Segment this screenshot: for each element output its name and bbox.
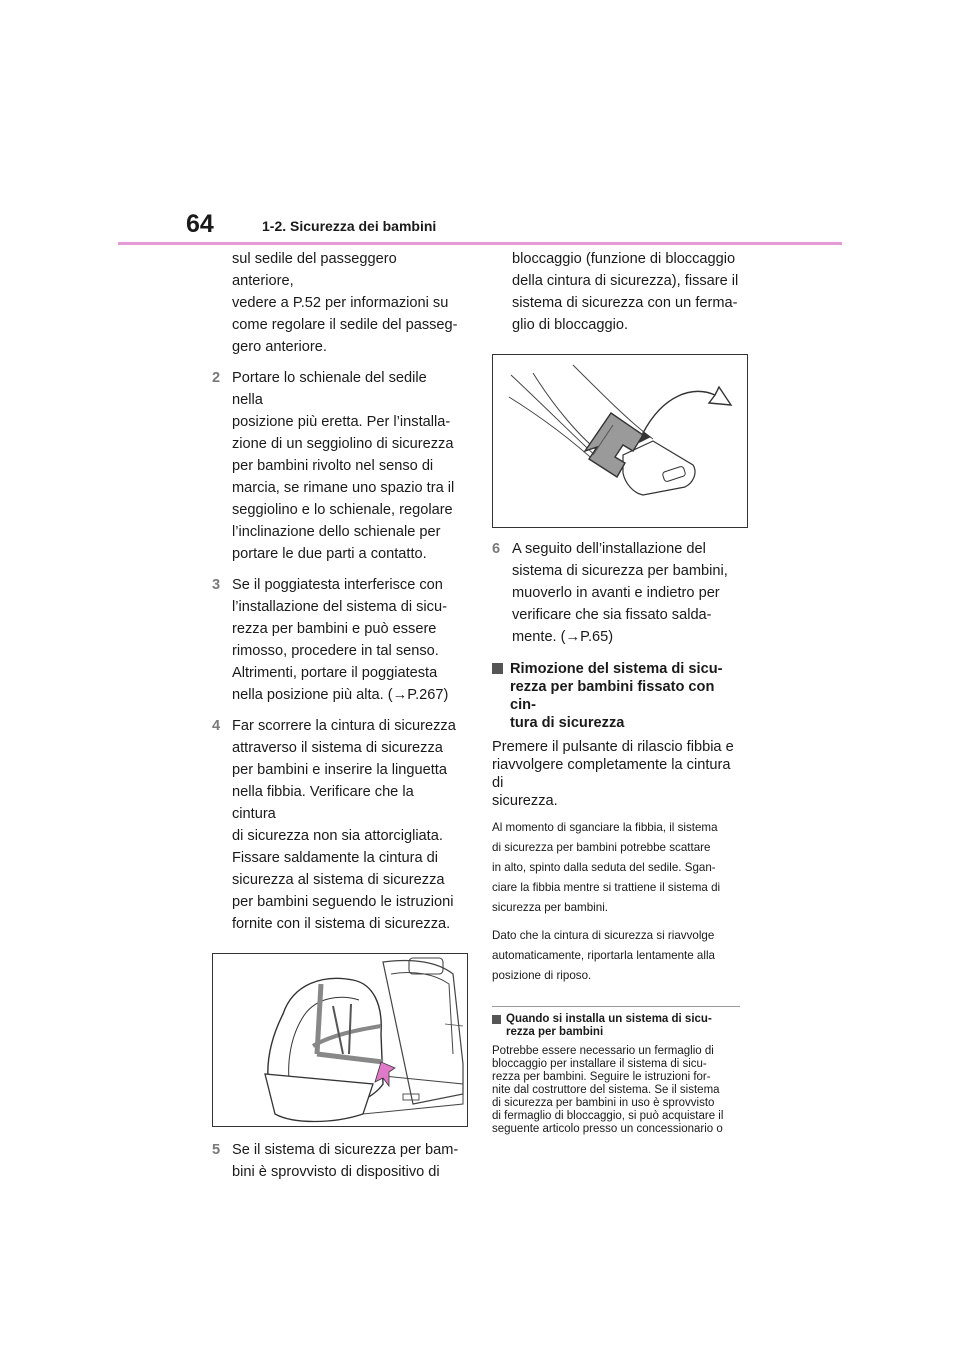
text-line: per bambini rivolto nel senso di (232, 458, 434, 474)
right-column (492, 248, 740, 1136)
text-line: sul sedile del passeggero anteriore, (232, 251, 397, 289)
text-line: glio di bloccaggio. (512, 317, 629, 333)
text-line: sicurezza al sistema di sicurezza (232, 872, 445, 888)
text-line: automaticamente, riportarla lentamente alla (492, 949, 715, 962)
locking-clip-figure (492, 354, 748, 528)
text-line: verificare che sia fissato salda- (512, 607, 712, 623)
locking-clip-illustration (493, 355, 747, 527)
removal-heading (492, 660, 740, 732)
heading-line: Rimozione del sistema di sicu- (510, 661, 723, 677)
step-number: 3 (212, 577, 221, 593)
text-line: attraverso il sistema di sicurezza (232, 740, 443, 756)
heading-line: rezza per bambini fissato con cin- (510, 679, 715, 713)
text-line: gero anteriore. (232, 339, 327, 355)
text-line: bloccaggio per installare il sistema di sicu- (492, 1058, 707, 1070)
text-line: l’installazione del sistema di sicu- (232, 599, 447, 615)
divider (492, 1006, 740, 1007)
text-line: vedere a P.52 per informazioni su (232, 295, 449, 311)
step-6 (492, 538, 740, 648)
text-line: Se il sistema di sicurezza per bam- (232, 1142, 459, 1158)
text-line: Se il poggiatesta interferisce con (232, 577, 443, 593)
continued-paragraph (492, 248, 740, 336)
text-line: sicurezza per bambini. (492, 901, 608, 914)
step-number: 4 (212, 718, 221, 734)
note-paragraph-1 (492, 818, 740, 918)
section-marker-icon (492, 663, 503, 674)
text-line: come regolare il sedile del passeg- (232, 317, 458, 333)
text-line: di fermaglio di bloccaggio, si può acquistare il (492, 1110, 724, 1122)
left-column (212, 248, 460, 1183)
section-title: 1-2. Sicurezza dei bambini (262, 218, 437, 234)
removal-body (492, 738, 740, 810)
text-line: muoverlo in avanti e indietro per (512, 585, 720, 601)
text-line: posizione più eretta. Per l’installa- (232, 414, 451, 430)
text-line: per bambini e inserire la linguetta (232, 762, 447, 778)
text-line: seguente articolo presso un concessionario o (492, 1123, 723, 1135)
text-line: sistema di sicurezza con un ferma- (512, 295, 738, 311)
child-seat-illustration (213, 954, 467, 1126)
text-line: seggiolino e lo schienale, regolare (232, 502, 453, 518)
text-line: bini è sprovvisto di dispositivo di (232, 1164, 440, 1180)
text-line: Premere il pulsante di rilascio fibbia e (492, 739, 734, 755)
text-line: in alto, spinto dalla seduta del sedile. Sgan- (492, 861, 716, 874)
text-line: Fissare saldamente la cintura di (232, 850, 439, 866)
step-number: 6 (492, 541, 501, 557)
step-5 (212, 1139, 460, 1183)
text-line: sicurezza. (492, 793, 558, 809)
text-line: di sicurezza per bambini in uso è sprovvisto (492, 1097, 715, 1109)
text-line: per bambini seguendo le istruzioni (232, 894, 454, 910)
step-number: 5 (212, 1142, 221, 1158)
step-number: 2 (212, 370, 221, 386)
step-4 (212, 715, 460, 935)
heading-line: rezza per bambini (506, 1026, 604, 1038)
page-number: 64 (186, 210, 214, 238)
text-line: nite dal costruttore del sistema. Se il sistema (492, 1084, 720, 1096)
install-heading (492, 1013, 740, 1039)
text-line: ciare la fibbia mentre si trattiene il sistema di (492, 881, 721, 894)
text-line: portare le due parti a contatto. (232, 546, 427, 562)
text-line: Far scorrere la cintura di sicurezza (232, 718, 456, 734)
install-body (492, 1045, 740, 1136)
heading-line: Quando si installa un sistema di sicu- (506, 1013, 712, 1025)
text-line: di sicurezza per bambini potrebbe scattare (492, 841, 711, 854)
text-line: sistema di sicurezza per bambini, (512, 563, 728, 579)
text-line: di sicurezza non sia attorcigliata. (232, 828, 443, 844)
text-line: rezza per bambini e può essere (232, 621, 437, 637)
text-line: riavvolgere completamente la cintura di (492, 757, 731, 791)
text-line: nella fibbia. Verificare che la cintura (232, 784, 414, 822)
step-3 (212, 574, 460, 706)
heading-line: tura di sicurezza (510, 715, 625, 731)
text-line: Al momento di sganciare la fibbia, il sistema (492, 821, 718, 834)
section-marker-icon (492, 1015, 501, 1024)
note-paragraph-2 (492, 926, 740, 986)
header-rule (118, 242, 842, 245)
step-2 (212, 367, 460, 565)
text-line: Portare lo schienale del sedile nella (232, 370, 427, 408)
text-line: Dato che la cintura di sicurezza si riavvolge (492, 929, 715, 942)
text-line: marcia, se rimane uno spazio tra il (232, 480, 455, 496)
child-seat-figure (212, 953, 468, 1127)
text-line: A seguito dell’installazione del (512, 541, 706, 557)
text-line: Altrimenti, portare il poggiatesta (232, 665, 438, 681)
intro-paragraph (212, 248, 460, 358)
text-line: Potrebbe essere necessario un fermaglio di (492, 1045, 714, 1057)
text-line: della cintura di sicurezza), fissare il (512, 273, 739, 289)
text-line: rezza per bambini. Seguire le istruzioni for- (492, 1071, 711, 1083)
text-line: nella posizione più alta. (→P.267) (232, 687, 449, 703)
text-line: l’inclinazione dello schienale per (232, 524, 441, 540)
text-line: bloccaggio (funzione di bloccaggio (512, 251, 736, 267)
text-line: zione di un seggiolino di sicurezza (232, 436, 454, 452)
text-line: rimosso, procedere in tal senso. (232, 643, 439, 659)
text-line: posizione di riposo. (492, 969, 592, 982)
text-line: fornite con il sistema di sicurezza. (232, 916, 451, 932)
text-line: mente. (→P.65) (512, 629, 614, 645)
